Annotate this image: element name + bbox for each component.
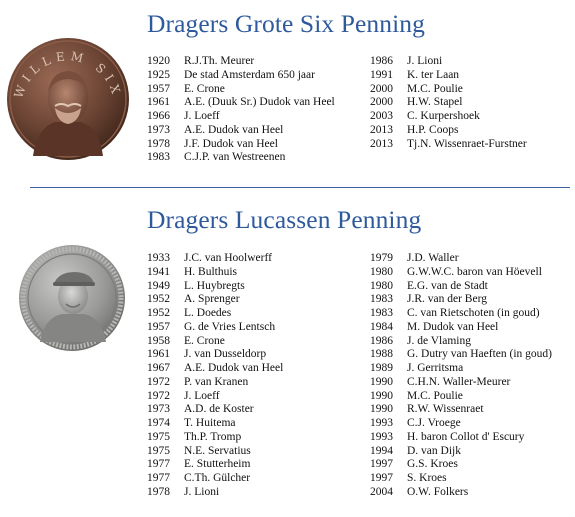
recipient-entry: [147, 335, 283, 349]
recipient-entry: [370, 96, 527, 110]
recipient-entry: [147, 417, 283, 431]
recipient-name: L. Doedes: [184, 307, 232, 319]
recipient-year: 1972: [147, 389, 170, 402]
recipient-entry: [147, 390, 283, 404]
recipient-year: 2000: [370, 96, 393, 109]
recipient-year: 1973: [147, 123, 170, 136]
recipient-year: 1957: [147, 320, 170, 333]
recipient-name: J. Lioni: [407, 55, 443, 67]
grote-six-list-right: [370, 55, 527, 151]
recipient-entry: [370, 55, 527, 69]
recipient-entry: [147, 458, 283, 472]
recipient-entry: [147, 266, 283, 280]
recipient-name: K. ter Laan: [407, 68, 460, 81]
recipient-year: 1979: [370, 252, 393, 264]
recipient-name: T. Huitema: [184, 417, 236, 429]
recipient-year: 1966: [147, 110, 170, 122]
recipient-name: H.P. Coops: [407, 123, 459, 136]
recipient-name: R.W. Wissenraet: [407, 403, 484, 416]
recipient-year: 1933: [147, 252, 170, 264]
recipient-name: De stad Amsterdam 650 jaar: [184, 68, 315, 81]
recipient-name: E. Crone: [184, 334, 225, 347]
recipient-year: 1990: [370, 403, 393, 416]
recipient-name: J.C. van Hoolwerff: [184, 252, 272, 264]
recipient-year: 1993: [370, 430, 393, 443]
recipient-name: J.F. Dudok van Heel: [184, 137, 278, 150]
recipient-name: Th.P. Tromp: [184, 430, 242, 443]
recipient-entry: [370, 472, 552, 486]
recipient-entry: [370, 335, 552, 349]
recipient-name: Tj.N. Wissenraet-Furstner: [407, 137, 527, 150]
recipient-entry: [147, 96, 335, 110]
recipient-name: J.R. van der Berg: [407, 293, 487, 306]
recipient-name: A.E. Dudok van Heel: [184, 123, 284, 136]
recipient-year: 1983: [370, 307, 393, 319]
lucassen-title: Dragers Lucassen Penning: [147, 205, 422, 234]
recipient-year: 1988: [370, 348, 393, 361]
recipient-entry: [147, 83, 335, 97]
recipient-year: 1989: [370, 362, 393, 374]
recipient-name: C. van Rietschoten (in goud): [407, 307, 540, 319]
recipient-entry: [147, 293, 283, 307]
recipient-year: 1920: [147, 55, 170, 67]
recipient-name: J. van Dusseldorp: [184, 348, 267, 361]
recipient-entry: [147, 138, 335, 152]
recipient-year: 1983: [147, 151, 170, 164]
recipient-entry: [147, 348, 283, 362]
recipient-year: 1991: [370, 68, 393, 81]
grote-six-list-left: [147, 55, 335, 165]
recipient-year: 1978: [147, 137, 170, 150]
recipient-entry: [147, 472, 283, 486]
recipient-entry: [370, 266, 552, 280]
recipient-year: 1967: [147, 362, 170, 374]
recipient-name: D. van Dijk: [407, 444, 461, 457]
recipient-year: 1975: [147, 430, 170, 443]
recipient-name: H. baron Collot d' Escury: [407, 430, 525, 443]
recipient-year: 1986: [370, 55, 393, 67]
recipient-year: 1984: [370, 320, 393, 333]
recipient-name: G. Dutry van Haeften (in goud): [407, 348, 552, 361]
recipient-entry: [370, 307, 552, 321]
recipient-entry: [370, 124, 527, 138]
recipient-year: 1978: [147, 485, 170, 498]
recipient-name: R.J.Th. Meurer: [184, 55, 255, 67]
recipient-entry: [370, 362, 552, 376]
recipient-year: 1972: [147, 375, 170, 388]
recipient-name: N.E. Servatius: [184, 444, 251, 457]
recipient-year: 1986: [370, 334, 393, 347]
recipient-entry: [147, 445, 283, 459]
recipient-entry: [370, 445, 552, 459]
recipient-entry: [370, 69, 527, 83]
six-medal-inscription: WILLEM SIX: [11, 49, 125, 100]
recipient-entry: [370, 458, 552, 472]
recipient-name: E. Stutterheim: [184, 458, 251, 471]
recipient-year: 1952: [147, 293, 170, 306]
recipient-name: G.W.W.C. baron van Höevell: [407, 265, 542, 278]
recipient-entry: [147, 252, 283, 266]
recipient-name: J. Gerritsma: [407, 362, 464, 374]
recipient-name: S. Kroes: [407, 472, 447, 484]
recipient-entry: [370, 110, 527, 124]
recipient-entry: [147, 486, 283, 500]
recipient-name: A. Sprenger: [184, 293, 240, 306]
recipient-year: 1973: [147, 403, 170, 416]
recipient-year: 1990: [370, 389, 393, 402]
recipient-year: 1957: [147, 82, 170, 95]
recipient-year: 1949: [147, 279, 170, 292]
recipient-year: 1941: [147, 265, 170, 278]
lucassen-medal-image: [18, 244, 126, 352]
lucassen-list-right: [370, 252, 552, 500]
recipient-year: 1958: [147, 334, 170, 347]
recipient-entry: [147, 151, 335, 165]
recipient-entry: [370, 83, 527, 97]
recipient-year: 1977: [147, 472, 170, 484]
recipient-entry: [147, 403, 283, 417]
recipient-year: 1990: [370, 375, 393, 388]
recipient-entry: [370, 390, 552, 404]
recipient-entry: [370, 321, 552, 335]
recipient-year: 2013: [370, 123, 393, 136]
recipient-year: 1961: [147, 96, 170, 109]
grote-six-title: Dragers Grote Six Penning: [147, 9, 425, 38]
recipient-name: P. van Kranen: [184, 375, 249, 388]
recipient-name: M. Dudok van Heel: [407, 320, 499, 333]
recipient-year: 2003: [370, 110, 393, 122]
recipient-year: 1980: [370, 265, 393, 278]
recipient-entry: [147, 280, 283, 294]
recipient-name: A.D. de Koster: [184, 403, 254, 416]
recipient-entry: [370, 376, 552, 390]
recipient-entry: [147, 362, 283, 376]
recipient-name: M.C. Poulie: [407, 82, 463, 95]
recipient-year: 1975: [147, 444, 170, 457]
six-medal-image: [5, 36, 131, 162]
recipient-year: 1997: [370, 472, 393, 484]
recipient-name: C.Th. Gülcher: [184, 472, 251, 484]
recipient-name: J. Lioni: [184, 485, 220, 498]
recipient-name: C. Kurpershoek: [407, 110, 480, 122]
recipient-name: G.S. Kroes: [407, 458, 458, 471]
recipient-name: O.W. Folkers: [407, 485, 469, 498]
recipient-name: A.E. Dudok van Heel: [184, 362, 284, 374]
recipient-name: C.J.P. van Westreenen: [184, 151, 286, 164]
recipient-name: E. Crone: [184, 82, 225, 95]
recipient-entry: [147, 55, 335, 69]
lucassen-list-left: [147, 252, 283, 500]
section-divider: [30, 187, 570, 188]
recipient-year: 2000: [370, 82, 393, 95]
recipient-entry: [147, 110, 335, 124]
recipient-entry: [370, 348, 552, 362]
recipient-name: H. Bulthuis: [184, 265, 238, 278]
recipient-name: J. Loeff: [184, 110, 220, 122]
recipient-year: 1997: [370, 458, 393, 471]
recipient-entry: [147, 124, 335, 138]
recipient-entry: [370, 417, 552, 431]
recipient-name: J. Loeff: [184, 389, 220, 402]
recipient-year: 1952: [147, 307, 170, 319]
recipient-name: C.J. Vroege: [407, 417, 461, 429]
recipient-year: 2004: [370, 485, 393, 498]
recipient-name: H.W. Stapel: [407, 96, 463, 109]
recipient-entry: [370, 403, 552, 417]
recipient-entry: [370, 252, 552, 266]
recipient-year: 1925: [147, 68, 170, 81]
recipient-year: 1994: [370, 444, 393, 457]
recipient-entry: [147, 431, 283, 445]
recipient-name: L. Huybregts: [184, 279, 245, 292]
recipient-name: J.D. Waller: [407, 252, 459, 264]
recipient-name: J. de Vlaming: [407, 334, 471, 347]
recipient-name: M.C. Poulie: [407, 389, 463, 402]
recipient-entry: [147, 69, 335, 83]
recipient-year: 1974: [147, 417, 170, 429]
recipient-entry: [370, 293, 552, 307]
recipient-year: 1961: [147, 348, 170, 361]
recipient-entry: [370, 138, 527, 152]
recipient-year: 1993: [370, 417, 393, 429]
recipient-name: C.H.N. Waller-Meurer: [407, 375, 511, 388]
recipient-year: 1983: [370, 293, 393, 306]
recipient-entry: [370, 486, 552, 500]
recipient-year: 1977: [147, 458, 170, 471]
recipient-name: E.G. van de Stadt: [407, 279, 488, 292]
recipient-year: 1980: [370, 279, 393, 292]
recipient-entry: [147, 376, 283, 390]
recipient-name: A.E. (Duuk Sr.) Dudok van Heel: [184, 96, 335, 109]
recipient-entry: [370, 431, 552, 445]
recipient-entry: [370, 280, 552, 294]
recipient-year: 2013: [370, 137, 393, 150]
recipient-name: G. de Vries Lentsch: [184, 320, 276, 333]
recipient-entry: [147, 321, 283, 335]
recipient-entry: [147, 307, 283, 321]
